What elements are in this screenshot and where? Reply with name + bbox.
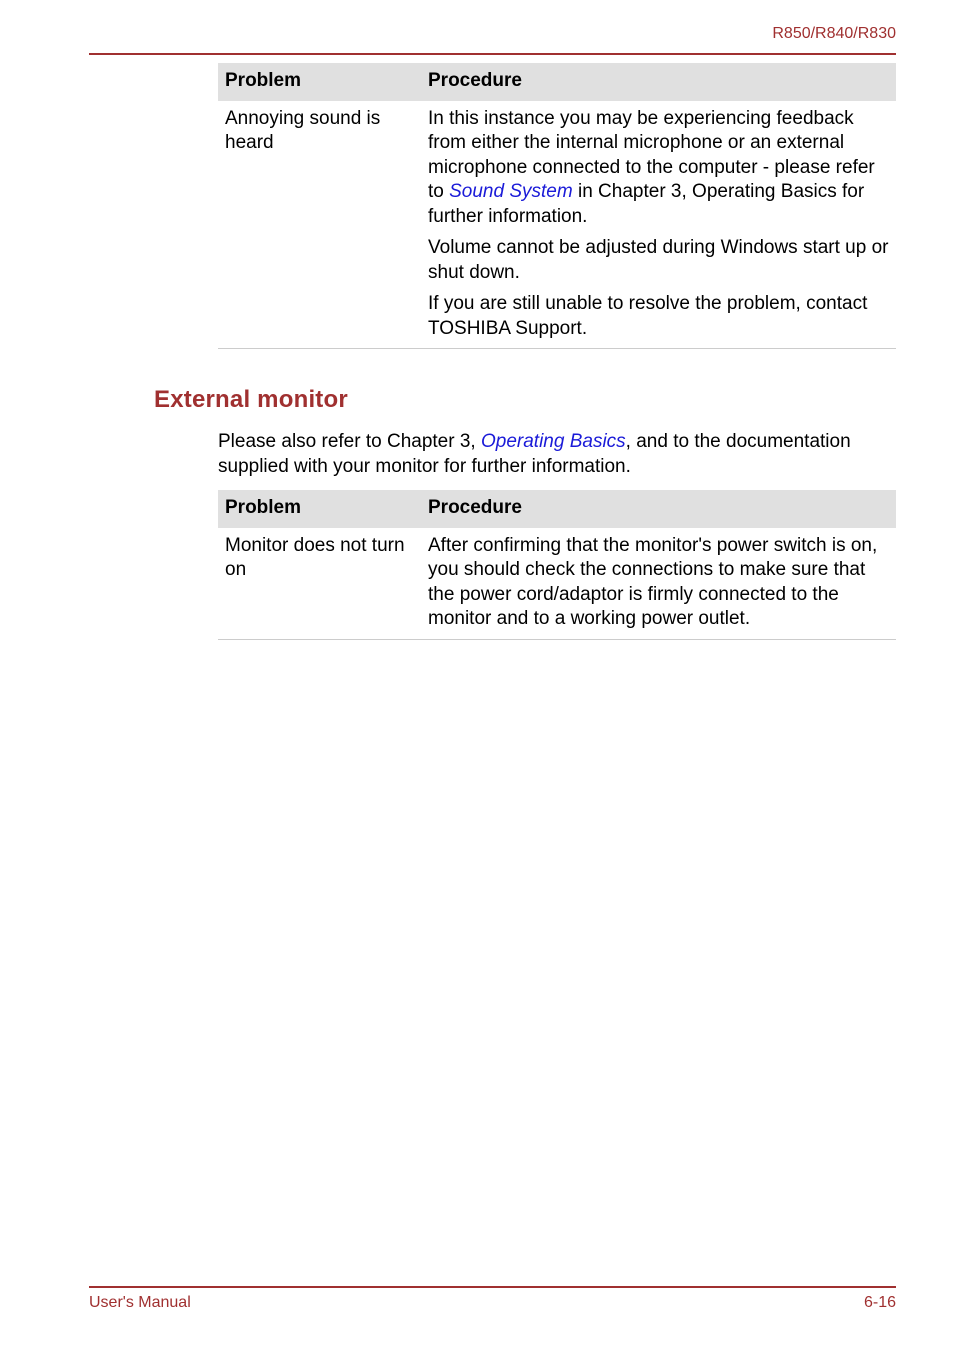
column-header-procedure: Procedure bbox=[421, 63, 896, 101]
section-title: External monitor bbox=[154, 386, 348, 413]
header-model-name: R850/R840/R830 bbox=[772, 25, 896, 42]
problem-cell: Annoying sound is heard bbox=[218, 101, 421, 349]
table-row bbox=[218, 528, 896, 640]
header-rule bbox=[89, 53, 896, 55]
procedure-cell: After confirming that the monitor's power switch is on, you should check the connections to make sure that the power cord/adaptor is firmly connected to the monitor and to a working power outlet. bbox=[421, 528, 896, 640]
procedure-cell bbox=[421, 101, 896, 349]
column-header-problem: Problem bbox=[218, 63, 421, 101]
operating-basics-link[interactable]: Operating Basics bbox=[480, 431, 626, 452]
table-header-row bbox=[218, 63, 896, 101]
procedure-paragraph: Volume cannot be adjusted during Windows start up or shut down. bbox=[428, 237, 889, 283]
table-header-row bbox=[218, 490, 896, 528]
procedure-text: in Chapter 3, Operating Basics for further information. bbox=[428, 181, 865, 227]
procedure-paragraph bbox=[428, 107, 890, 230]
sound-system-link[interactable]: Sound System bbox=[449, 181, 573, 202]
page-number: 6-16 bbox=[863, 1294, 896, 1311]
troubleshooting-table-sound bbox=[218, 63, 896, 349]
troubleshooting-table-monitor bbox=[218, 490, 896, 640]
column-header-procedure: Procedure bbox=[421, 490, 896, 528]
problem-cell: Monitor does not turn on bbox=[218, 528, 421, 640]
procedure-paragraph: If you are still unable to resolve the problem, contact TOSHIBA Support. bbox=[428, 293, 868, 339]
procedure-text: In this instance you may be experiencing feedback from either the internal microphone or an external microphone connected to the computer - please refer to bbox=[428, 107, 875, 202]
section-intro bbox=[218, 430, 908, 479]
footer-rule bbox=[89, 1286, 896, 1288]
footer-manual-title: User's Manual bbox=[89, 1294, 191, 1311]
intro-text: , and to the documentation supplied with your monitor for further information. bbox=[218, 431, 851, 477]
intro-text: Please also refer to Chapter 3, bbox=[218, 431, 481, 452]
table-row bbox=[218, 101, 896, 349]
column-header-problem: Problem bbox=[218, 490, 421, 528]
